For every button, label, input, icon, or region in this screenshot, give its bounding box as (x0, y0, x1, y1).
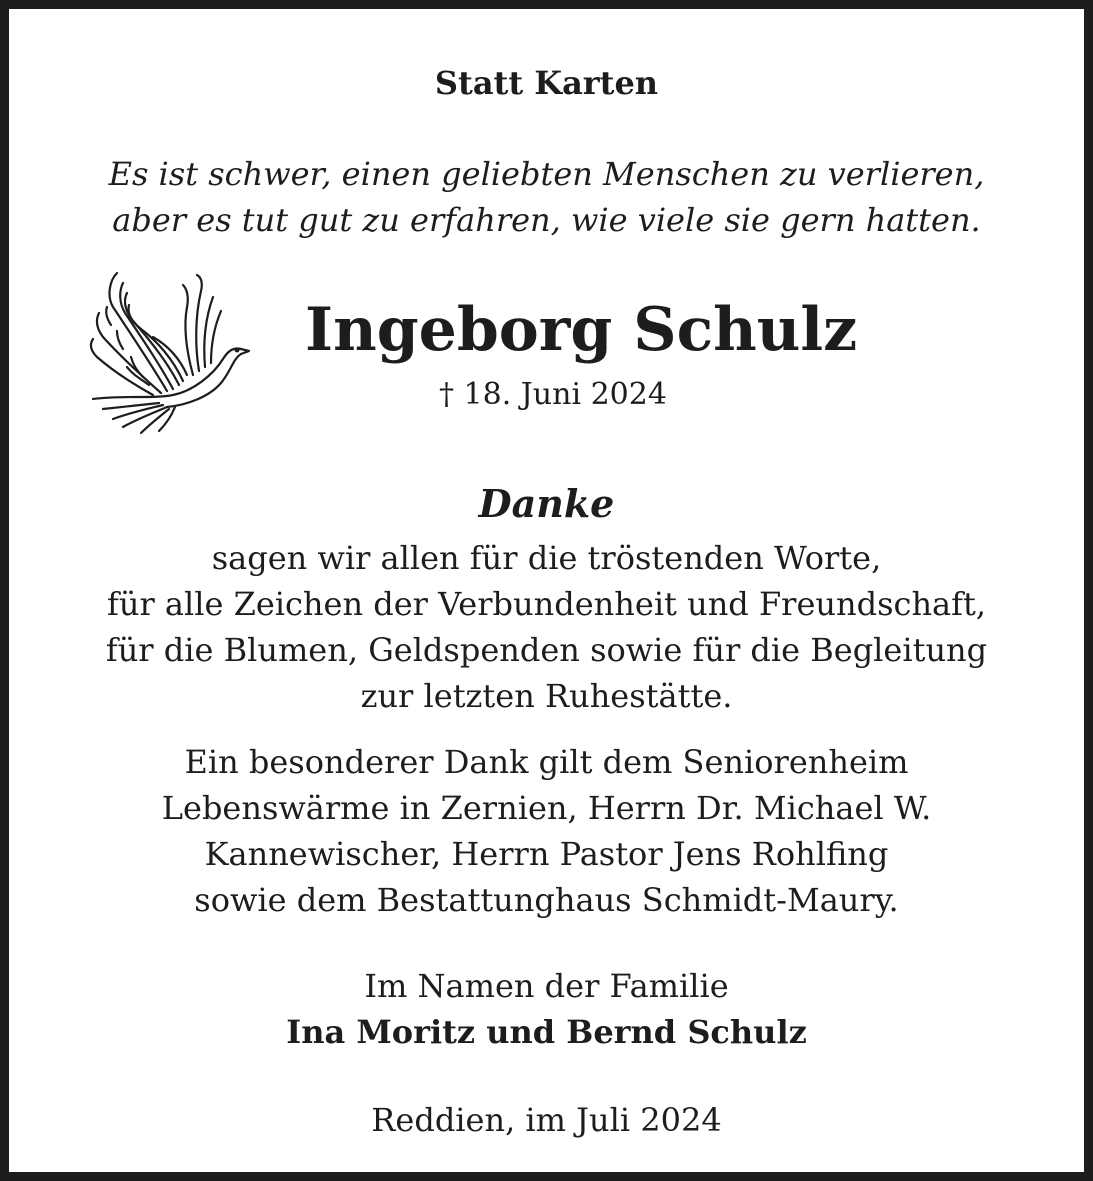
thanks-line: sagen wir allen für die tröstenden Worte, (211, 539, 882, 577)
quote-line: aber es tut gut zu erfahren, wie viele sie gern hatten. (112, 201, 981, 239)
death-date: † 18. Juni 2024 (439, 377, 667, 412)
dove-icon (83, 267, 251, 437)
deceased-name: Ingeborg Schulz (305, 295, 858, 365)
special-thanks-line: Ein besonderer Dank gilt dem Seniorenheim (184, 743, 909, 781)
notice-header: Statt Karten (434, 64, 659, 102)
special-thanks-line: sowie dem Bestattunghaus Schmidt-Maury. (194, 881, 899, 919)
special-thanks-line: Kannewischer, Herrn Pastor Jens Rohlfing (204, 835, 889, 873)
family-names: Ina Moritz und Bernd Schulz (286, 1013, 807, 1051)
family-signature (18, 963, 1075, 1055)
thanks-paragraph (18, 535, 1075, 719)
thanks-heading: Danke (478, 481, 615, 526)
quote-line: Es ist schwer, einen geliebten Menschen zu verlieren, (108, 155, 985, 193)
family-intro: Im Namen der Familie (364, 967, 729, 1005)
thanks-line: für die Blumen, Geldspenden sowie für die Begleitung (105, 631, 988, 669)
thanks-line: zur letzten Ruhestätte. (360, 677, 733, 715)
quote (18, 151, 1075, 243)
thanks-line: für alle Zeichen der Verbundenheit und Freundschaft, (107, 585, 986, 623)
place-date: Reddien, im Juli 2024 (371, 1101, 722, 1139)
special-thanks-line: Lebenswärme in Zernien, Herrn Dr. Michael W. (161, 789, 932, 827)
special-thanks-paragraph (18, 739, 1075, 923)
